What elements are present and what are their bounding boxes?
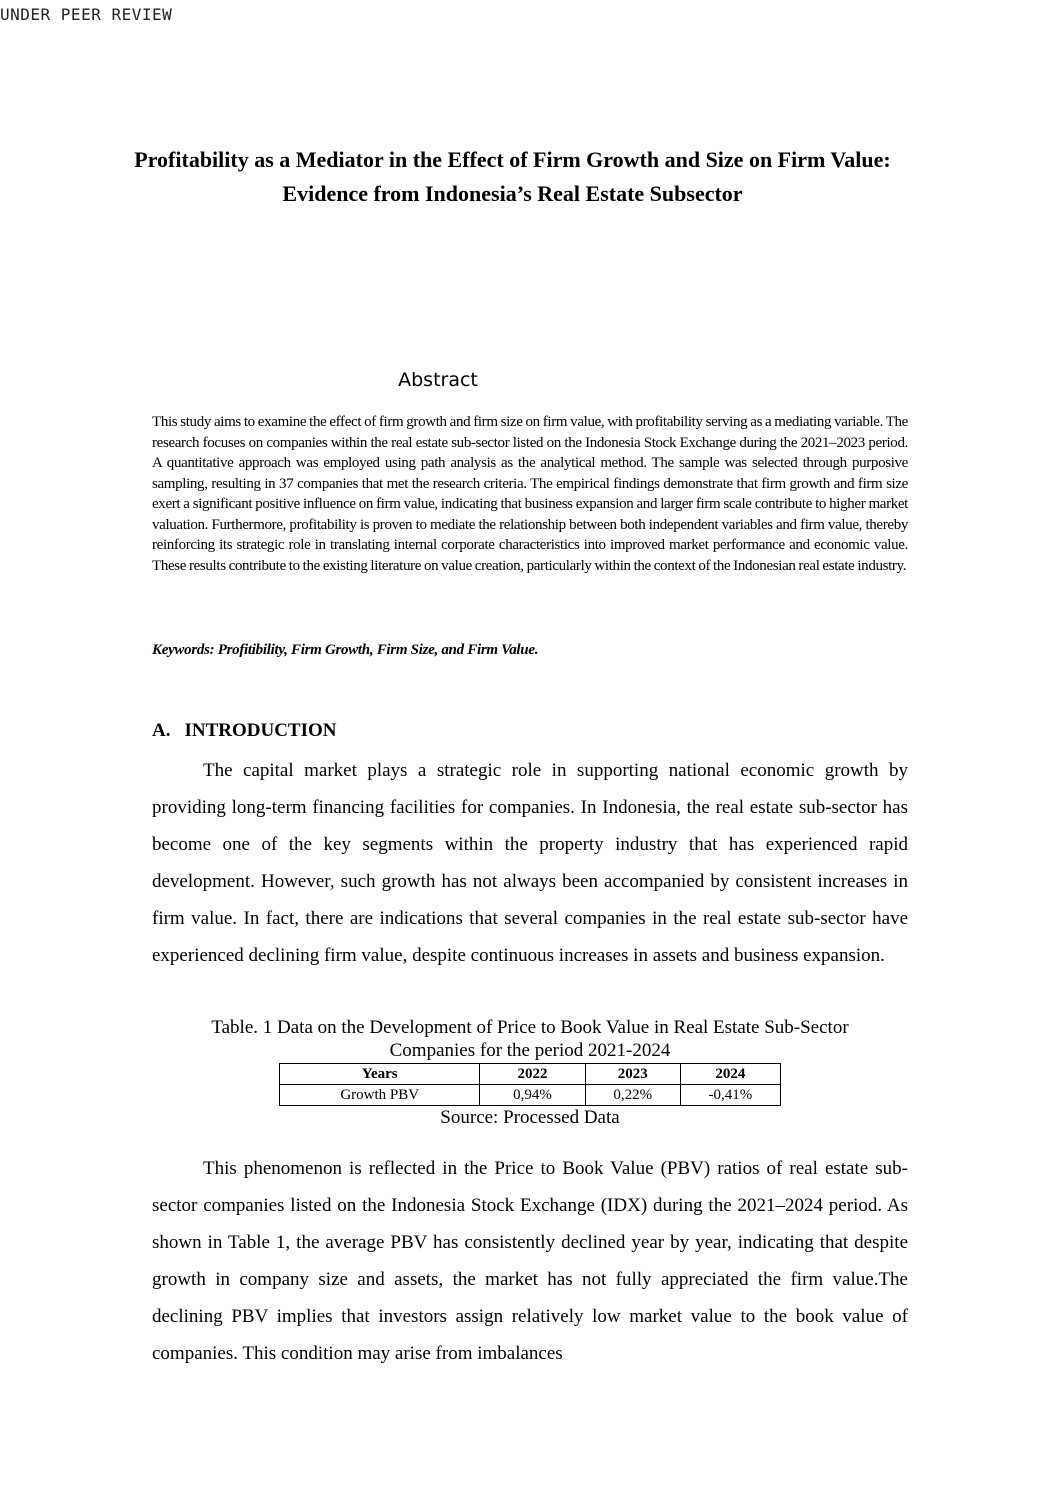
table-caption-line-2: Companies for the period 2021-2024: [389, 1040, 671, 1061]
table-header-cell: 2024: [680, 1064, 780, 1085]
section-number: A.: [152, 720, 171, 741]
keywords: Keywords: Profitibility, Firm Growth, Firm Size, and Firm Value.: [152, 642, 539, 658]
intro-paragraph-2: This phenomenon is reflected in the Price to Book Value (PBV) ratios of real estate sub-sector companies listed on the Indonesia Stock Exchange (IDX) during the 2021–2024 period. As shown in Table 1, the average PBV has consistently declined year by year, indicating that despite growth in company size and assets, the market has not fully appreciated the firm value.The declining PBV implies that investors assign relatively low market value to the book value of companies. This condition may arise from imbalances: [152, 1158, 908, 1364]
paper-title: Profitability as a Mediator in the Effect of Firm Growth and Size on Firm Value: Evidence from Indonesia’s Real Estate Subsector: [134, 147, 891, 206]
table-cell: -0,41%: [680, 1085, 780, 1106]
table-caption: [150, 1016, 910, 1062]
section-title: INTRODUCTION: [184, 720, 337, 741]
abstract-heading: Abstract: [398, 369, 478, 391]
table-header-cell: 2023: [585, 1064, 680, 1085]
abstract-text: This study aims to examine the effect of firm growth and firm size on firm value, with profitability serving as a mediating variable. The research focuses on companies within the real estate sub-sector listed on the Indonesia Stock Exchange during the 2021–2023 period. A quantitative approach was employed using path analysis as the analytical method. The sample was selected through purposive sampling, resulting in 37 companies that met the research criteria. The empirical findings demonstrate that firm growth and firm size exert a significant positive influence on firm value, indicating that business expansion and larger firm scale contribute to higher market valuation. Furthermore, profitability is proven to mediate the relationship between both independent variables and firm value, thereby reinforcing its strategic role in translating internal corporate characteristics into improved market performance and economic value. These results contribute to the existing literature on value creation, particularly within the context of the Indonesian real estate industry.: [152, 414, 908, 574]
table-header-cell: Years: [280, 1064, 480, 1085]
table-cell: 0,22%: [585, 1085, 680, 1106]
table-header-row: [280, 1064, 781, 1085]
table-cell: Growth PBV: [280, 1085, 480, 1106]
table-cell: 0,94%: [480, 1085, 585, 1106]
section-heading: [152, 720, 351, 742]
pbv-table: [279, 1063, 781, 1106]
intro-paragraph-1: The capital market plays a strategic role in supporting national economic growth by providing long-term financing facilities for companies. In Indonesia, the real estate sub-sector has become one of the key segments within the property industry that has experienced rapid development. However, such growth has not always been accompanied by consistent increases in firm value. In fact, there are indications that several companies in the real estate sub-sector have experienced declining firm value, despite continuous increases in assets and business expansion.: [152, 760, 908, 966]
watermark: UNDER PEER REVIEW: [0, 5, 173, 24]
table-header-cell: 2022: [480, 1064, 585, 1085]
table-row: [280, 1085, 781, 1106]
table-caption-line-1: Table. 1 Data on the Development of Price to Book Value in Real Estate Sub-Sector: [211, 1017, 849, 1038]
table-source: Source: Processed Data: [440, 1107, 620, 1128]
